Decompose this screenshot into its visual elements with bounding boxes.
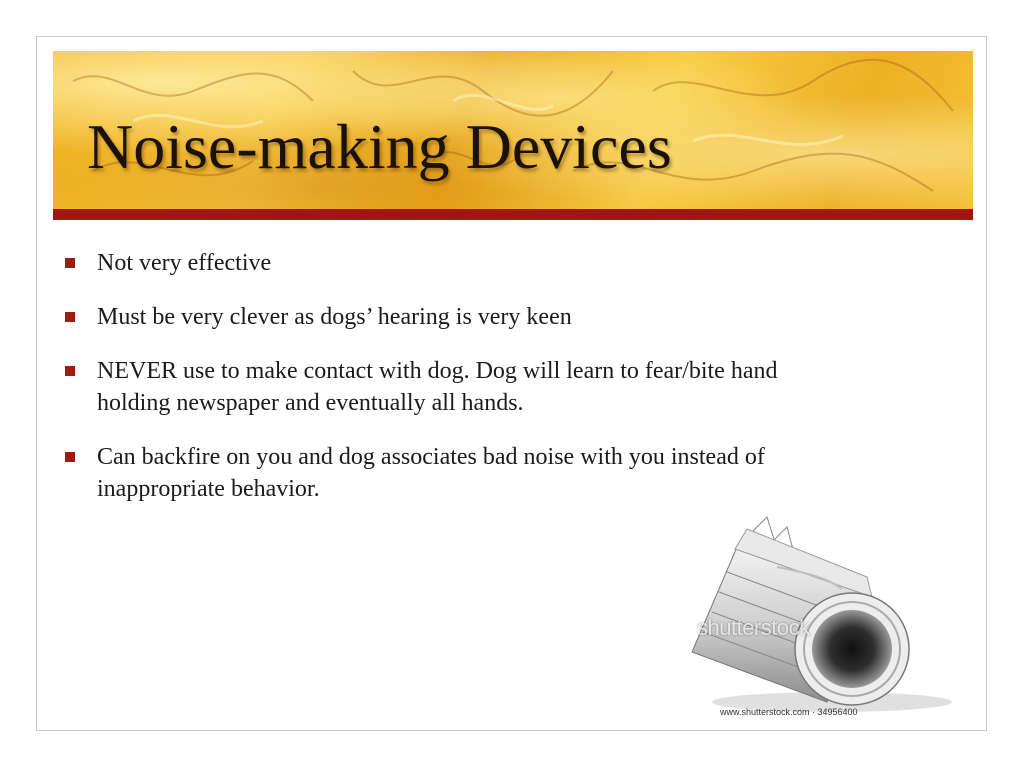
title-accent-bar <box>53 209 973 220</box>
title-banner <box>53 51 973 209</box>
rolled-newspaper-image <box>627 477 967 727</box>
square-bullet-icon <box>65 258 75 268</box>
bullet-text: Must be very clever as dogs’ hearing is very keen <box>97 304 572 330</box>
bullet-item <box>65 355 825 419</box>
bullet-item <box>65 247 825 279</box>
bullet-item <box>65 301 825 333</box>
image-credit: www.shutterstock.com · 34956400 <box>720 707 858 717</box>
shutterstock-watermark: shutterstock <box>697 615 810 640</box>
square-bullet-icon <box>65 366 75 376</box>
bullet-text: Can backfire on you and dog associates bad noise with you instead of inappropriate behavior. <box>97 444 765 502</box>
slide-title: Noise-making Devices <box>87 111 672 182</box>
slide <box>36 36 987 731</box>
bullet-text: NEVER use to make contact with dog. Dog will learn to fear/bite hand holding newspaper and eventually all hands. <box>97 358 778 416</box>
bullet-text: Not very effective <box>97 250 272 276</box>
square-bullet-icon <box>65 452 75 462</box>
square-bullet-icon <box>65 312 75 322</box>
